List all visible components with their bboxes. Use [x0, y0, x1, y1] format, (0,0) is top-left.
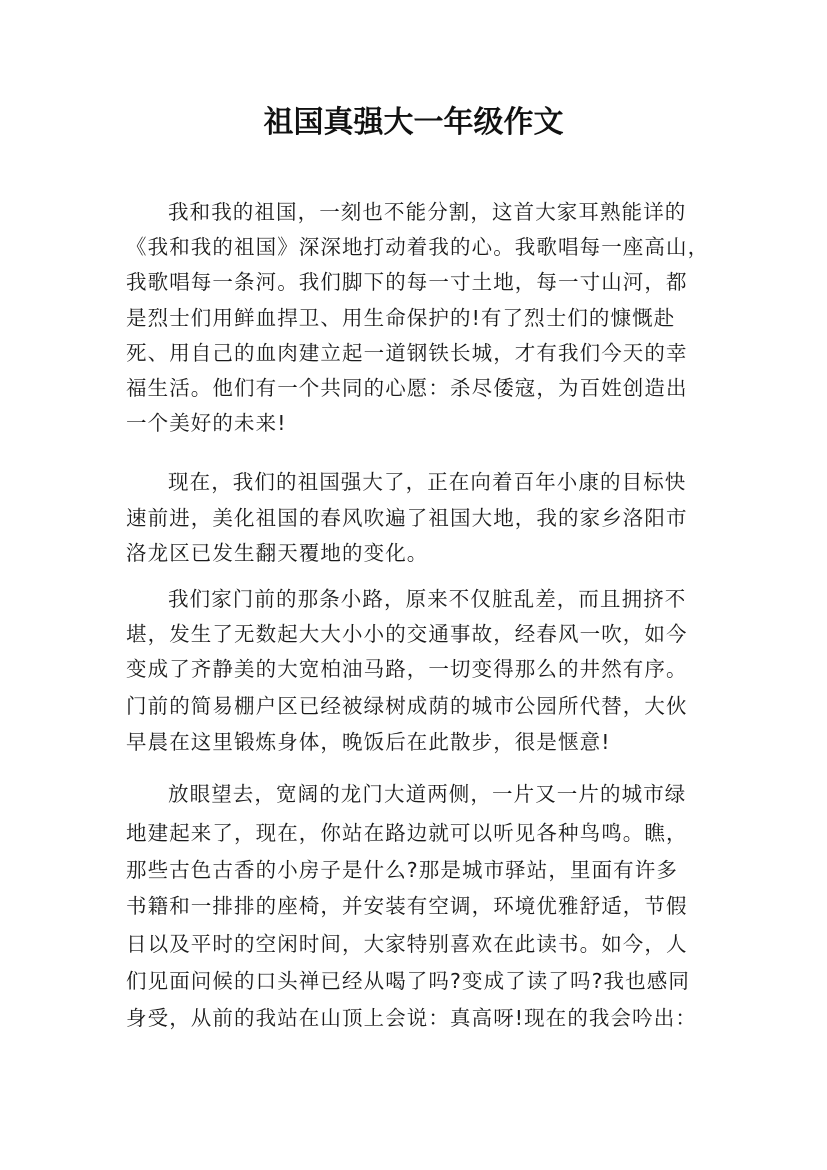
- text-line: 是烈士们用鲜血捍卫、用生命保护的!有了烈士们的慷慨赴: [126, 306, 676, 330]
- text-line: 现在，我们的祖国强大了，正在向着百年小康的目标快: [168, 470, 687, 494]
- text-line: 早晨在这里锻炼身体，晚饭后在此散步，很是惬意!: [126, 730, 611, 754]
- text-line: 《我和我的祖国》深深地打动着我的心。我歌唱每一座高山，: [126, 235, 710, 259]
- text-line: 我歌唱每一条河。我们脚下的每一寸土地，每一寸山河，都: [126, 270, 688, 294]
- text-line: 地建起来了，现在，你站在路边就可以听见各种鸟鸣。瞧，: [126, 821, 688, 845]
- text-line: 放眼望去，宽阔的龙门大道两侧，一片又一片的城市绿: [168, 782, 687, 806]
- text-line: 洛龙区已发生翻天覆地的变化。: [126, 541, 429, 565]
- text-line: 变成了齐静美的大宽柏油马路，一切变得那么的井然有序。: [126, 657, 688, 681]
- text-line: 们见面问候的口头禅已经从喝了吗?变成了读了吗?我也感同: [126, 969, 690, 993]
- text-line: 书籍和一排排的座椅，并安装有空调，环境优雅舒适，节假: [126, 894, 688, 918]
- text-line: 一个美好的未来!: [126, 411, 287, 435]
- text-line: 死、用自己的血肉建立起一道钢铁长城，才有我们今天的幸: [126, 341, 688, 365]
- text-line: 那些古色古香的小房子是什么?那是城市驿站，里面有许多: [126, 858, 678, 882]
- text-line: 日以及平时的空闲时间，大家特别喜欢在此读书。如今，人: [126, 932, 688, 956]
- text-line: 堪，发生了无数起大大小小的交通事故，经春风一吹，如今: [126, 622, 688, 646]
- text-line: 速前进，美化祖国的春风吹遍了祖国大地，我的家乡洛阳市: [126, 506, 688, 530]
- text-line: 福生活。他们有一个共同的心愿：杀尽倭寇，为百姓创造出: [126, 376, 688, 400]
- text-line: 身受，从前的我站在山顶上会说：真高呀!现在的我会吟出：: [126, 1006, 697, 1030]
- text-line: 门前的简易棚户区已经被绿树成荫的城市公园所代替，大伙: [126, 694, 688, 718]
- text-line: 我们家门前的那条小路，原来不仅脏乱差，而且拥挤不: [168, 587, 687, 611]
- document-title: 祖国真强大一年级作文: [263, 105, 564, 140]
- text-line: 我和我的祖国，一刻也不能分割，这首大家耳熟能详的: [168, 200, 687, 224]
